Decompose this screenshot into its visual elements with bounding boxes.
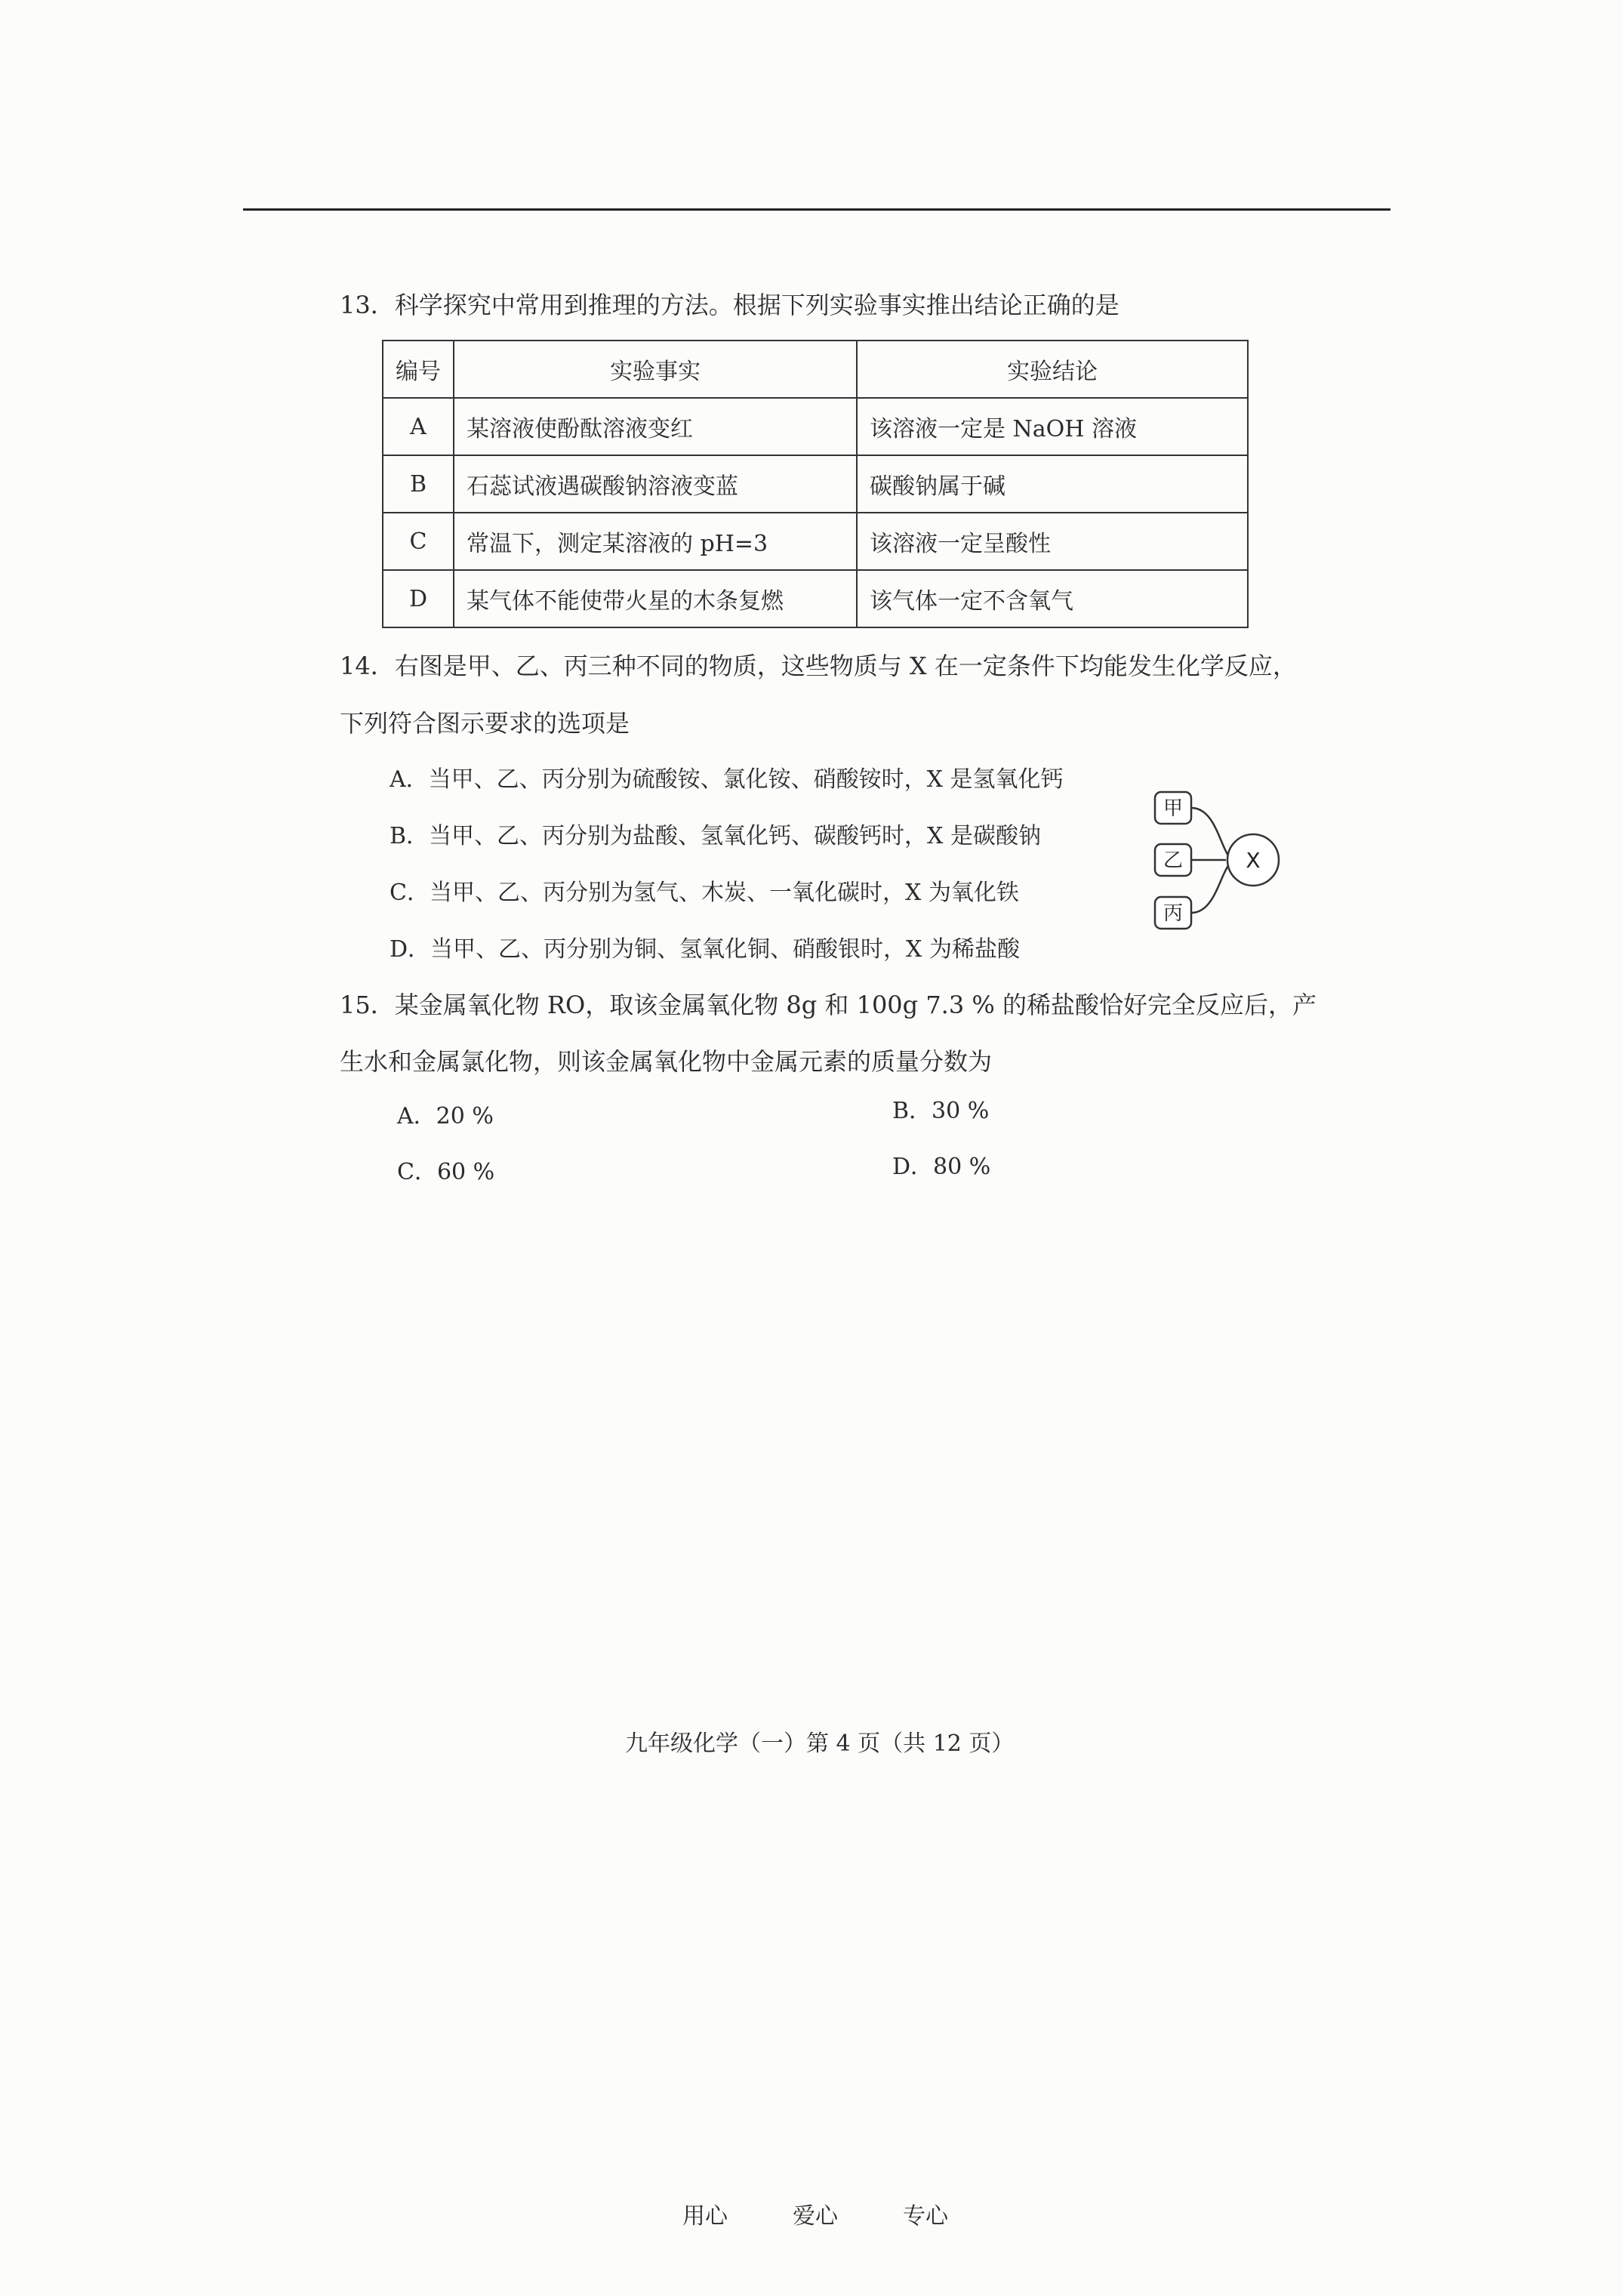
- row-fact: 常温下，测定某溶液的 pH=3: [454, 513, 857, 570]
- center-label-x: X: [1246, 848, 1261, 873]
- table-row: [383, 570, 1248, 627]
- node-label-bing: 丙: [1163, 902, 1184, 925]
- bottom-slogan-item: 专心: [903, 2203, 948, 2230]
- row-conclusion: 该溶液一定呈酸性: [857, 513, 1248, 570]
- row-fact: 石蕊试液遇碳酸钠溶液变蓝: [454, 455, 857, 513]
- row-id: D: [383, 570, 454, 627]
- q14-reaction-diagram: [1147, 781, 1283, 932]
- row-conclusion: 该溶液一定是 NaOH 溶液: [857, 398, 1248, 455]
- q15-option-d: D．80 %: [892, 1154, 991, 1180]
- bottom-slogan-item: 爱心: [793, 2203, 838, 2230]
- table-row: [383, 513, 1248, 570]
- row-conclusion: 该气体一定不含氧气: [857, 570, 1248, 627]
- table-row: [383, 398, 1248, 455]
- table-row: [383, 455, 1248, 513]
- table-header-id: 编号: [383, 341, 454, 398]
- row-fact: 某气体不能使带火星的木条复燃: [454, 570, 857, 627]
- q14-option-b: B．当甲、乙、丙分别为盐酸、氢氧化钙、碳酸钙时，X 是碳酸钠: [390, 823, 1041, 849]
- q15-option-b: B．30 %: [892, 1098, 990, 1124]
- row-id: B: [383, 455, 454, 513]
- row-conclusion: 碳酸钠属于碱: [857, 455, 1248, 513]
- connector-line: [1191, 864, 1229, 913]
- q15-stem-line1: 15．某金属氧化物 RO，取该金属氧化物 8g 和 100g 7.3 % 的稀盐酸恰好完全反应后，产: [340, 991, 1317, 1019]
- table-header-conclusion: 实验结论: [857, 341, 1248, 398]
- q14-option-d: D．当甲、乙、丙分别为铜、氢氧化铜、硝酸银时，X 为稀盐酸: [390, 936, 1020, 963]
- node-label-yi: 乙: [1163, 849, 1184, 872]
- row-fact: 某溶液使酚酞溶液变红: [454, 398, 857, 455]
- row-id: C: [383, 513, 454, 570]
- q14-stem-line1: 14．右图是甲、乙、丙三种不同的物质，这些物质与 X 在一定条件下均能发生化学反应，: [340, 652, 1297, 680]
- bottom-slogan-item: 用心: [682, 2203, 728, 2230]
- header-rule: [243, 208, 1390, 211]
- q13-stem: 13．科学探究中常用到推理的方法。根据下列实验事实推出结论正确的是: [340, 291, 1119, 319]
- q14-option-c: C．当甲、乙、丙分别为氢气、木炭、一氧化碳时，X 为氧化铁: [390, 880, 1019, 906]
- node-label-jia: 甲: [1163, 797, 1184, 820]
- q15-option-c: C．60 %: [397, 1159, 495, 1185]
- q15-stem-line2: 生水和金属氯化物，则该金属氧化物中金属元素的质量分数为: [340, 1047, 993, 1076]
- table-header-fact: 实验事实: [454, 341, 857, 398]
- q14-option-a: A．当甲、乙、丙分别为硫酸铵、氯化铵、硝酸铵时，X 是氢氧化钙: [390, 766, 1064, 793]
- table-header-row: [383, 341, 1248, 398]
- q14-stem-line2: 下列符合图示要求的选项是: [340, 709, 630, 738]
- row-id: A: [383, 398, 454, 455]
- q15-option-a: A．20 %: [397, 1103, 494, 1130]
- q13-experiment-table: [382, 340, 1249, 628]
- connector-line: [1191, 808, 1229, 857]
- page-footer: 九年级化学（一）第 4 页（共 12 页）: [625, 1730, 1015, 1757]
